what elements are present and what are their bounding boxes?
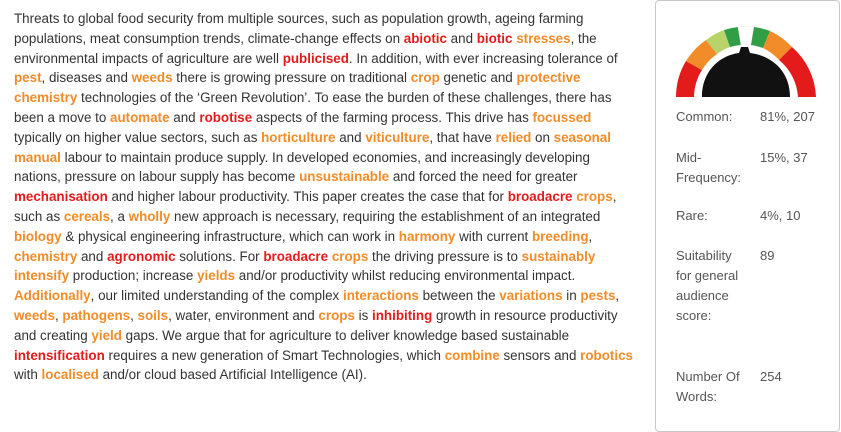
rare-word: abiotic bbox=[403, 30, 447, 46]
paragraph-text: , such as bbox=[14, 189, 617, 224]
mid-frequency-word: chemistry bbox=[14, 248, 78, 264]
rare-word: intensification bbox=[14, 347, 105, 363]
suitability-value: 89 bbox=[760, 248, 775, 263]
paragraph-text: requires a new generation of Smart Technologies, which bbox=[104, 347, 445, 363]
rare-word: robotise bbox=[199, 109, 253, 125]
mid-frequency-word: interactions bbox=[342, 288, 419, 304]
paragraph-text: and bbox=[77, 248, 108, 264]
paragraph-text: gaps. We argue that for agriculture to deliver knowledge based sustainable bbox=[121, 327, 570, 343]
paragraph-text: , that have bbox=[429, 129, 496, 145]
paragraph-text: labour to maintain produce supply. In developed economies, and increasingly developing nations, pressure on labour supply has become bbox=[14, 149, 590, 185]
mid-frequency-word: protective bbox=[516, 70, 581, 86]
paragraph-text: genetic and bbox=[439, 70, 517, 86]
rare-label: Rare: bbox=[676, 208, 708, 223]
paragraph-text: and higher labour productivity. This paper creates the case that for bbox=[107, 189, 508, 205]
paragraph-text: and forced the need for greater bbox=[389, 169, 578, 185]
mid-frequency-word: weeds bbox=[131, 70, 173, 86]
mid-frequency-word: pest bbox=[14, 70, 42, 86]
mid-frequency-word: relied bbox=[495, 129, 532, 145]
paragraph-text: , water, environment and bbox=[168, 307, 319, 323]
paragraph-text: , the environmental impacts of agriculture are well bbox=[14, 30, 597, 66]
mid-frequency-word: robotics bbox=[580, 347, 633, 363]
paragraph-text: , bbox=[130, 307, 138, 323]
rare-word: biotic bbox=[476, 30, 513, 46]
mid-frequency-word: harmony bbox=[398, 228, 456, 244]
paragraph-text: aspects of the farming process. This drive has bbox=[252, 109, 533, 125]
mid-frequency-word: intensify bbox=[14, 268, 70, 284]
mid-frequency-word: seasonal bbox=[553, 129, 611, 145]
paragraph-text: and/or productivity whilst reducing environmental impact. bbox=[235, 268, 576, 284]
mid-frequency-word: crops bbox=[331, 248, 369, 264]
paragraph-text: and bbox=[446, 30, 477, 46]
mid-frequency-word: viticulture bbox=[365, 129, 430, 145]
mid-frequency-word: yield bbox=[91, 327, 122, 343]
mid-frequency-word: chemistry bbox=[14, 90, 78, 106]
paragraph-text: and bbox=[335, 129, 366, 145]
paragraph-text: growth in resource productivity and creating bbox=[14, 307, 618, 343]
paragraph-text: with bbox=[14, 367, 42, 383]
rare-word: agronomic bbox=[107, 248, 176, 264]
word-count-value: 254 bbox=[760, 369, 782, 384]
paragraph-text: , bbox=[615, 288, 620, 304]
paragraph-text: solutions. For bbox=[175, 248, 264, 264]
mid-frequency-word: weeds bbox=[14, 307, 55, 323]
mid-frequency-word: crops bbox=[576, 189, 613, 205]
abstract-paragraph bbox=[14, 9, 636, 385]
mid-frequency-word: automate bbox=[110, 109, 170, 125]
paragraph-text: Threats to global food security from multiple sources, such as population growth, ageing farming populations, meat consumption trends, climate-change effects on bbox=[14, 11, 584, 46]
mid-frequency-word: variations bbox=[499, 288, 563, 304]
common-value: 81%, 207 bbox=[760, 109, 815, 124]
mid-frequency-word: horticulture bbox=[261, 129, 336, 145]
paragraph-text: and/or cloud based Artificial Intelligence (AI). bbox=[98, 367, 367, 383]
mid-frequency-word: pests bbox=[580, 288, 616, 304]
paragraph-text: , bbox=[588, 228, 593, 244]
readability-gauge bbox=[664, 7, 829, 102]
mid-frequency-word: wholly bbox=[128, 208, 171, 224]
paragraph-text: between the bbox=[418, 288, 500, 304]
common-label: Common: bbox=[676, 109, 733, 124]
word-count-label: Number Of Words: bbox=[676, 369, 740, 404]
paragraph-text: is bbox=[354, 307, 373, 323]
paragraph-text: with current bbox=[455, 228, 532, 244]
mid-frequency-word: focussed bbox=[532, 109, 592, 125]
mid-frequency-word: Additionally bbox=[14, 288, 91, 304]
suitability-label: Suitability for general audience score: bbox=[676, 248, 739, 323]
paragraph-text: production; increase bbox=[69, 268, 198, 284]
paragraph-text: . In addition, with ever increasing tolerance of bbox=[348, 50, 618, 66]
paragraph-text: on bbox=[531, 129, 554, 145]
mid-frequency-word: manual bbox=[14, 149, 61, 165]
mid-frequency-word: pathogens bbox=[62, 307, 131, 323]
paragraph-text: typically on higher value sectors, such as bbox=[14, 129, 262, 145]
mid-frequency-word: breeding bbox=[532, 228, 589, 244]
mid-frequency-word: localised bbox=[41, 367, 99, 383]
paragraph-text: sensors and bbox=[499, 347, 581, 363]
rare-word: inhibiting bbox=[372, 307, 433, 323]
rare-word: publicised bbox=[282, 50, 349, 66]
paragraph-text: new approach is necessary, requiring the establishment of an integrated bbox=[170, 208, 601, 224]
mid-frequency-word: unsustainable bbox=[299, 169, 390, 185]
paragraph-text: there is growing pressure on traditional bbox=[172, 70, 411, 86]
paragraph-text: , bbox=[54, 307, 63, 323]
rare-word: broadacre bbox=[507, 189, 573, 205]
paragraph-text: the driving pressure is to bbox=[368, 248, 522, 264]
rare-word: broadacre bbox=[263, 248, 329, 264]
mid-frequency-value: 15%, 37 bbox=[760, 150, 808, 165]
mid-frequency-word: crops bbox=[318, 307, 355, 323]
mid-frequency-word: combine bbox=[444, 347, 500, 363]
paragraph-text: & physical engineering infrastructure, which can work in bbox=[61, 228, 399, 244]
mid-frequency-label: Mid-Frequency: bbox=[676, 150, 742, 185]
rare-word: mechanisation bbox=[14, 189, 108, 205]
mid-frequency-word: stresses bbox=[516, 30, 571, 46]
paragraph-text: in bbox=[562, 288, 581, 304]
rare-value: 4%, 10 bbox=[760, 208, 801, 223]
mid-frequency-word: biology bbox=[14, 228, 62, 244]
readability-panel bbox=[655, 0, 840, 432]
paragraph-text: and bbox=[169, 109, 200, 125]
paragraph-text: , a bbox=[110, 208, 129, 224]
mid-frequency-word: sustainably bbox=[521, 248, 596, 264]
paragraph-text: , our limited understanding of the complex bbox=[90, 288, 343, 304]
mid-frequency-word: crop bbox=[410, 70, 440, 86]
mid-frequency-word: cereals bbox=[63, 208, 111, 224]
paragraph-text: , diseases and bbox=[41, 70, 132, 86]
mid-frequency-word: yields bbox=[197, 268, 236, 284]
mid-frequency-word: soils bbox=[137, 307, 169, 323]
paragraph-text: technologies of the ‘Green Revolution’. To ease the burden of these challenges, there has been a move to bbox=[14, 90, 612, 125]
